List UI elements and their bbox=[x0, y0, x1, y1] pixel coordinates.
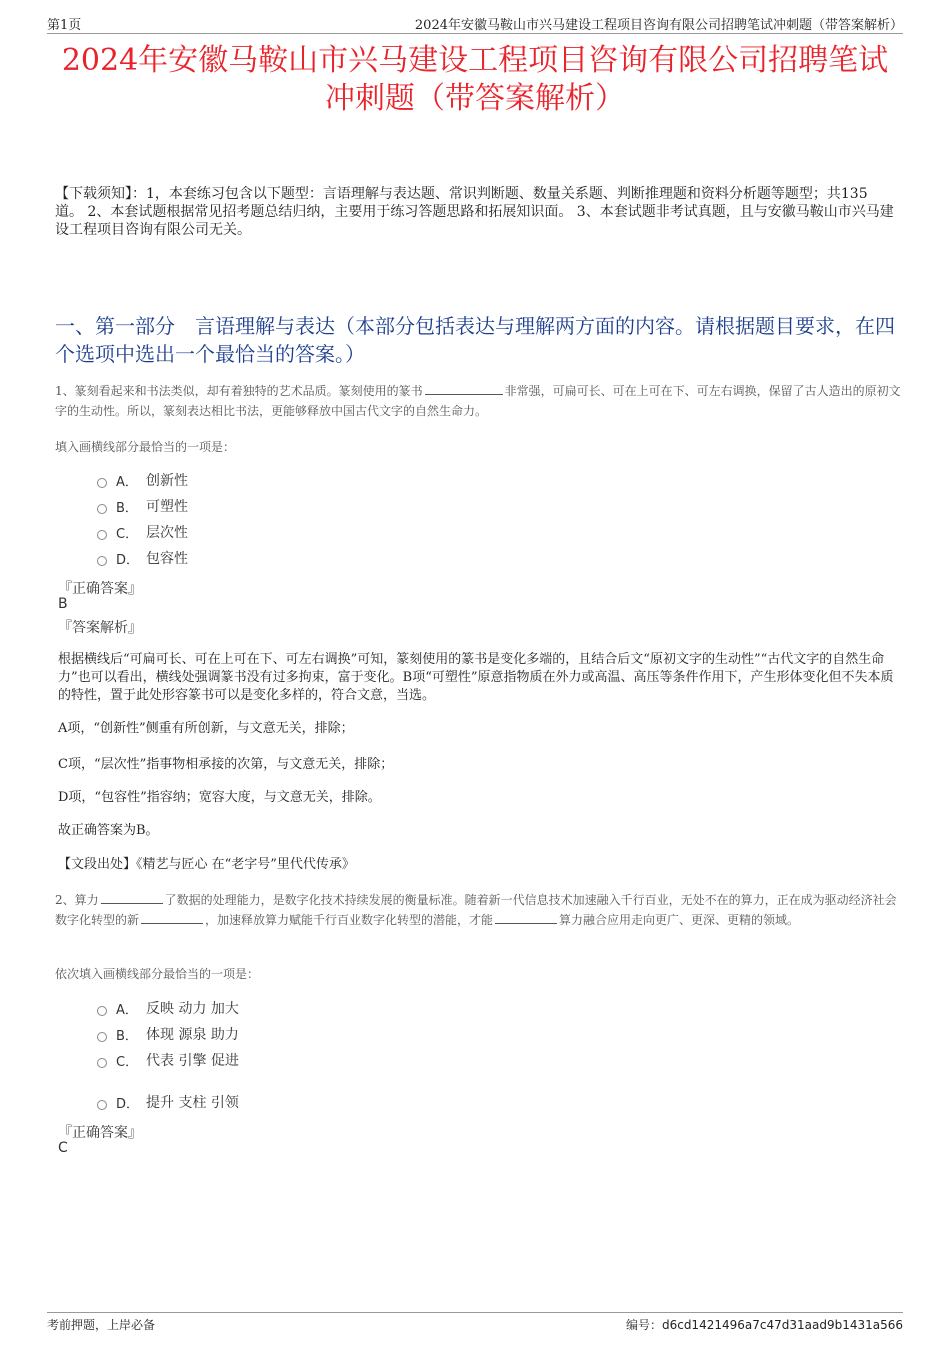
footer-id-label: 编号： bbox=[625, 1318, 662, 1332]
analysis-source: 【文段出处】《精艺与匠心 在“老字号”里代代传承》 bbox=[58, 857, 355, 872]
option-letter: B． bbox=[116, 1028, 138, 1044]
section-heading: 一、第一部分 言语理解与表达（本部分包括表达与理解两方面的内容。请根据题目要求，在四个选项中选出一个最恰当的答案。） bbox=[55, 314, 895, 366]
question-1-text bbox=[55, 381, 902, 421]
option-letter: A． bbox=[116, 1002, 138, 1018]
question-1-prompt: 填入画横线部分最恰当的一项是： bbox=[55, 440, 236, 454]
question-1-text-b: 非常强，可扁可长、可在上可在下、可左右调换，保留了古人造出的原初文字的生动性。所以，篆刻表达相比书法，更能够释放中国古代文字的自然生命力。 bbox=[55, 384, 901, 418]
radio-icon[interactable] bbox=[97, 478, 107, 488]
analysis-paragraph: 根据横线后“可扁可长、可在上可在下、可左右调换”可知，篆刻使用的篆书是变化多端的，且结合后文“原初文字的生动性”“古代文字的自然生命力”也可以看出，横线处强调篆书没有过多拘束，富于变化。B项“可塑性”原意指物质在外力或高温、高压等条件作用下，产生形体变化但不失本质的特性，置于此处形容篆书可以是变化多样的，符合文意，当选。 bbox=[58, 652, 894, 703]
analysis-option-c: C项，“层次性”指事物相承接的次第，与文意无关，排除； bbox=[58, 757, 394, 772]
question-2-blank-3 bbox=[495, 912, 557, 924]
option-text: 体现 源泉 助力 bbox=[146, 1027, 239, 1043]
question-1-option-c[interactable] bbox=[97, 522, 188, 542]
question-2-answer: C bbox=[58, 1140, 68, 1156]
option-text: 层次性 bbox=[146, 525, 188, 541]
radio-icon[interactable] bbox=[97, 1100, 107, 1110]
question-2-prompt: 依次填入画横线部分最恰当的一项是： bbox=[55, 967, 260, 981]
question-2-option-c[interactable] bbox=[97, 1050, 239, 1070]
analysis-option-d: D项，“包容性”指容纳；宽容大度，与文意无关，排除。 bbox=[58, 790, 381, 805]
question-1-option-a[interactable] bbox=[97, 470, 188, 490]
radio-icon[interactable] bbox=[97, 530, 107, 540]
radio-icon[interactable] bbox=[97, 1006, 107, 1016]
running-header-title: 2024年安徽马鞍山市兴马建设工程项目咨询有限公司招聘笔试冲刺题（带答案解析） bbox=[414, 18, 903, 33]
question-1-text-a: 1、篆刻看起来和书法类似，却有着独特的艺术品质。篆刻使用的篆书 bbox=[55, 384, 423, 398]
question-1-analysis-label: 『答案解析』 bbox=[58, 620, 142, 636]
question-2-text-c: ，加速释放算力赋能千行百业数字化转型的潜能，才能 bbox=[205, 913, 494, 927]
footer-slogan: 考前押题，上岸必备 bbox=[47, 1318, 156, 1332]
option-letter: C． bbox=[116, 1054, 139, 1070]
option-text: 反映 动力 加大 bbox=[146, 1001, 239, 1017]
download-notice: 【下载须知】：1，本套练习包含以下题型：言语理解与表达题、常识判断题、数量关系题、判断推理题和资料分析题等题型；共135道。 2、本套试题根据常见招考题总结归纳，主要用于练习答题思路和拓展知识面。 3、本套试题非考试真题，且与安徽马鞍山市兴马建设工程项目咨询有限公司无关。 bbox=[55, 186, 894, 238]
analysis-option-a: A项，“创新性”侧重有所创新，与文意无关，排除； bbox=[58, 721, 354, 736]
option-letter: D． bbox=[116, 552, 140, 568]
radio-icon[interactable] bbox=[97, 1058, 107, 1068]
option-text: 包容性 bbox=[146, 551, 188, 567]
footer-id-value: d6cd1421496a7c47d31aad9b1431a566 bbox=[661, 1318, 903, 1332]
document-title: 2024年安徽马鞍山市兴马建设工程项目咨询有限公司招聘笔试冲刺题（带答案解析） bbox=[61, 43, 889, 116]
question-2-text-d: 算力融合应用走向更广、更深、更精的领域。 bbox=[559, 913, 800, 927]
question-2-text bbox=[55, 890, 902, 930]
question-2-option-b[interactable] bbox=[97, 1024, 239, 1044]
question-2-blank-1 bbox=[101, 892, 163, 904]
page-number: 第1页 bbox=[47, 18, 82, 33]
option-text: 提升 支柱 引领 bbox=[146, 1095, 239, 1111]
option-text: 可塑性 bbox=[146, 499, 188, 515]
question-1-blank bbox=[425, 383, 503, 395]
option-text: 代表 引擎 促进 bbox=[146, 1053, 239, 1069]
question-1-answer-label: 『正确答案』 bbox=[58, 581, 142, 597]
radio-icon[interactable] bbox=[97, 1032, 107, 1042]
option-letter: A． bbox=[116, 474, 138, 490]
footer-divider bbox=[47, 1312, 903, 1313]
question-2-option-d[interactable] bbox=[97, 1092, 239, 1112]
header-divider bbox=[47, 33, 903, 34]
option-text: 创新性 bbox=[146, 473, 188, 489]
question-2-option-a[interactable] bbox=[97, 998, 239, 1018]
option-letter: B． bbox=[116, 500, 138, 516]
option-letter: D． bbox=[116, 1096, 140, 1112]
question-2-text-b: 了数据的处理能力，是数字化技术持续发展的衡量标准。随着新一代信息技术加速融入千行百业，无处不在的算力，正在成为驱动经济社会数字化转型的新 bbox=[55, 893, 897, 927]
question-2-blank-2 bbox=[141, 912, 203, 924]
option-letter: C． bbox=[116, 526, 139, 542]
question-1-answer: B bbox=[58, 596, 68, 612]
radio-icon[interactable] bbox=[97, 556, 107, 566]
question-2-text-a: 2、算力 bbox=[55, 893, 99, 907]
analysis-conclusion: 故正确答案为B。 bbox=[58, 823, 159, 838]
footer-id bbox=[626, 1316, 903, 1333]
radio-icon[interactable] bbox=[97, 504, 107, 514]
question-2-answer-label: 『正确答案』 bbox=[58, 1125, 142, 1141]
question-1-option-d[interactable] bbox=[97, 548, 188, 568]
question-1-option-b[interactable] bbox=[97, 496, 188, 516]
